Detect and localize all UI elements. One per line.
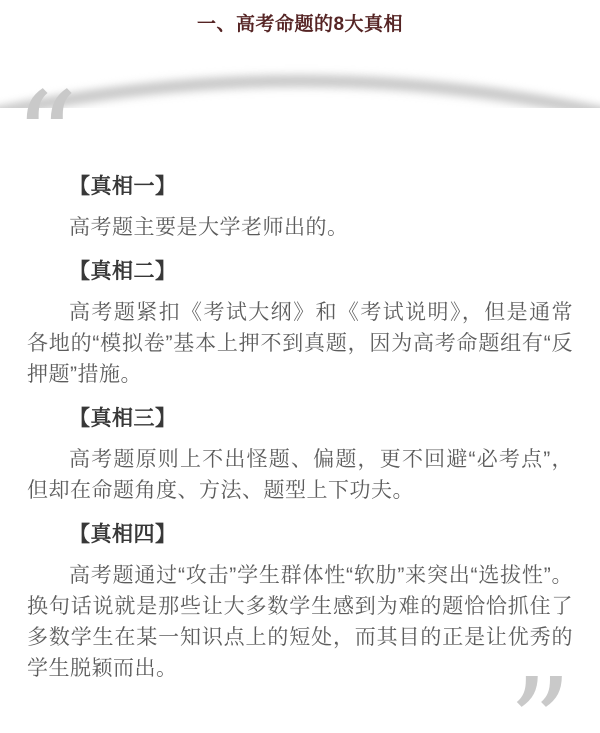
- section-body: 高考题主要是大学老师出的。: [69, 216, 349, 239]
- section-body: 高考题紧扣《考试大纲》和《考试说明》，但是通常各地的“模拟卷”基本上押不到真题，因为高考命题组有“反押题”措施。: [27, 301, 573, 386]
- section-heading: 【真相四】: [69, 523, 177, 546]
- section-heading: 【真相三】: [69, 407, 177, 430]
- section-truth-1: [27, 174, 573, 243]
- open-quote-icon: “: [14, 66, 78, 211]
- close-quote-icon: ”: [508, 652, 572, 733]
- section-heading: 【真相一】: [69, 175, 177, 198]
- section-truth-3: [27, 406, 573, 506]
- section-body: 高考题原则上不出怪题、偏题，更不回避“必考点”，但却在命题角度、方法、题型上下功夫。: [27, 448, 573, 502]
- section-truth-2: [27, 259, 573, 390]
- page-title: 一、高考命题的8大真相: [196, 14, 404, 35]
- section-heading: 【真相二】: [69, 260, 177, 283]
- section-truth-4: [27, 522, 573, 684]
- section-body: 高考题通过“攻击”学生群体性“软肋”来突出“选拔性”。换句话说就是那些让大多数学生感到为难的题恰恰抓住了多数学生在某一知识点上的短处，而其目的正是让优秀的学生脱颖而出。: [27, 564, 573, 680]
